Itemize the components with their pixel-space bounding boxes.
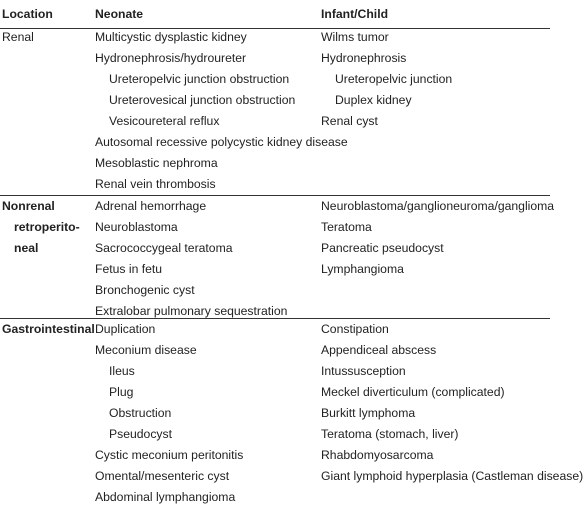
neonate-item: Ureterovesical junction obstruction	[109, 93, 296, 107]
neonate-list-renal	[95, 27, 348, 195]
neonate-item: Omental/mesenteric cyst	[95, 469, 230, 483]
neonate-item: Pseudocyst	[109, 427, 173, 441]
neonate-item: Renal vein thrombosis	[95, 177, 216, 191]
neonate-item: Ureteropelvic junction obstruction	[109, 72, 290, 86]
infant-item: Renal cyst	[321, 114, 378, 128]
location-nonrenal-retroperitoneal	[2, 196, 80, 259]
infant-item: Neuroblastoma/ganglioneuroma/ganglioma	[321, 199, 555, 213]
neonate-item: Extralobar pulmonary sequestration	[95, 304, 288, 318]
neonate-item: Hydronephrosis/hydroureter	[95, 51, 247, 65]
neonate-item: Obstruction	[109, 406, 172, 420]
infant-item: Constipation	[321, 322, 389, 336]
neonate-item: Mesoblastic nephroma	[95, 156, 218, 170]
neonate-item: Adrenal hemorrhage	[95, 199, 207, 213]
section-gastrointestinal	[0, 318, 583, 508]
infant-item: Duplex kidney	[335, 93, 412, 107]
header-infant-child: Infant/Child	[321, 7, 389, 21]
neonate-item: Fetus in fetu	[95, 262, 163, 276]
neonate-item: Plug	[109, 385, 134, 399]
location-gastrointestinal	[2, 319, 95, 340]
location-line: Gastrointestinal	[2, 322, 95, 336]
table-header	[0, 0, 550, 29]
neonate-item: Ileus	[109, 364, 135, 378]
infant-item: Meckel diverticulum (complicated)	[321, 385, 505, 399]
neonate-item: Autosomal recessive polycystic kidney disease	[95, 135, 348, 149]
neonate-item: Meconium disease	[95, 343, 197, 357]
infant-item: Intussusception	[321, 364, 406, 378]
neonate-item: Bronchogenic cyst	[95, 283, 195, 297]
infant-item: Lymphangioma	[321, 262, 404, 276]
infant-item: Giant lymphoid hyperplasia (Castleman disease)	[321, 469, 583, 483]
neonate-item: Neuroblastoma	[95, 220, 178, 234]
section-nonrenal-retroperitoneal	[0, 195, 555, 322]
neonate-item: Vesicoureteral reflux	[109, 114, 220, 128]
infant-item: Pancreatic pseudocyst	[321, 241, 444, 255]
infant-list-gastrointestinal	[321, 319, 583, 487]
neonate-item: Multicystic dysplastic kidney	[95, 30, 247, 44]
location-line: Nonrenal	[2, 199, 55, 213]
infant-item: Teratoma (stomach, liver)	[321, 427, 459, 441]
infant-item: Teratoma	[321, 220, 372, 234]
neonate-item: Sacrococcygeal teratoma	[95, 241, 233, 255]
location-line: Renal	[2, 30, 34, 44]
neonate-item: Abdominal lymphangioma	[95, 490, 236, 504]
infant-item: Burkitt lymphoma	[321, 406, 416, 420]
neonate-item: Cystic meconium peritonitis	[95, 448, 244, 462]
header-location: Location	[2, 7, 53, 21]
infant-list-renal	[321, 27, 452, 132]
infant-item: Rhabdomyosarcoma	[321, 448, 434, 462]
location-line: neal	[14, 241, 39, 255]
header-neonate: Neonate	[95, 7, 144, 21]
neonate-item: Duplication	[95, 322, 156, 336]
neonate-list-nonrenal	[95, 196, 287, 322]
location-renal	[2, 27, 34, 48]
section-renal	[0, 27, 550, 195]
neonate-list-gastrointestinal	[95, 319, 243, 508]
infant-item: Appendiceal abscess	[321, 343, 437, 357]
infant-list-nonrenal	[321, 196, 554, 280]
infant-item: Wilms tumor	[321, 30, 389, 44]
infant-item: Hydronephrosis	[321, 51, 407, 65]
infant-item: Ureteropelvic junction	[335, 72, 453, 86]
location-line: retroperito-	[14, 220, 80, 234]
